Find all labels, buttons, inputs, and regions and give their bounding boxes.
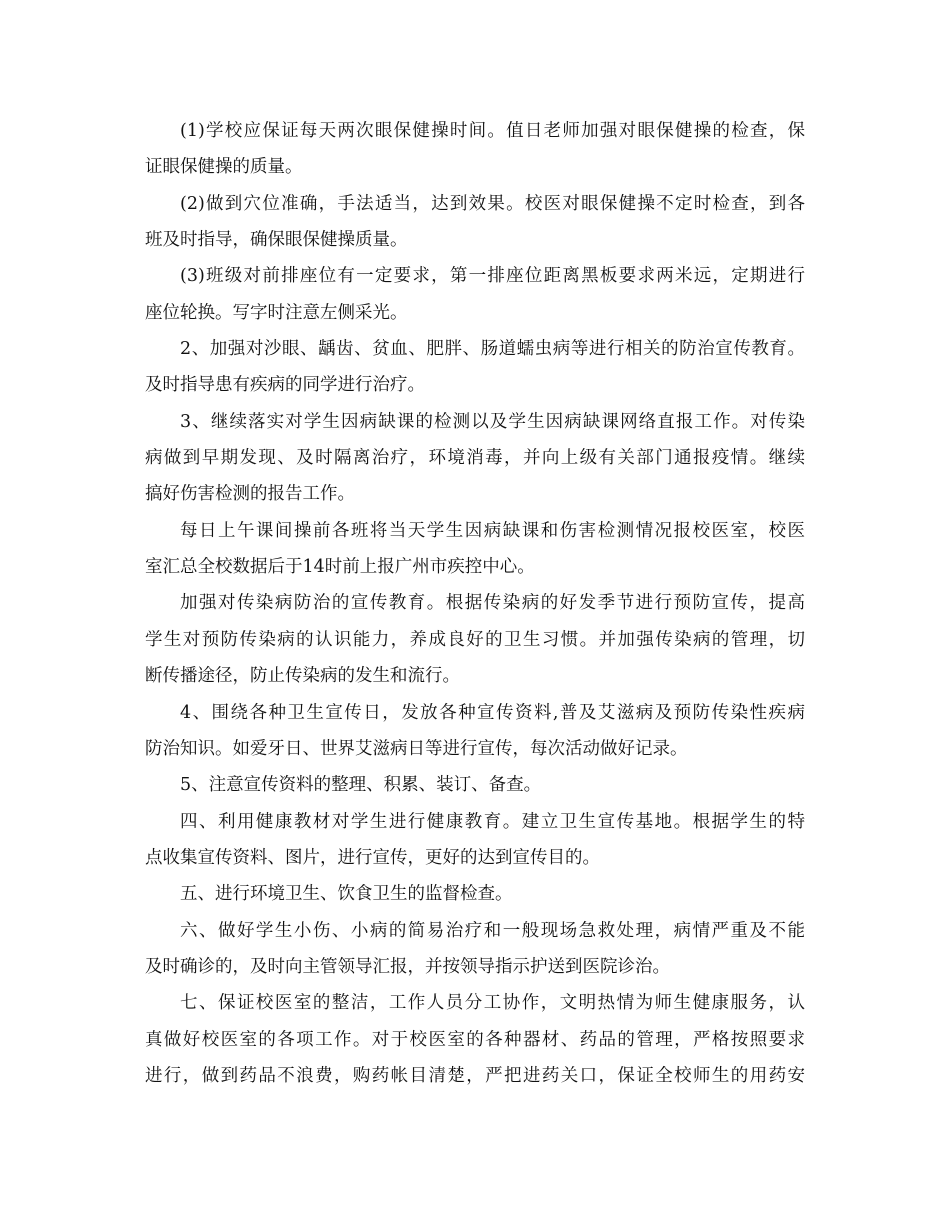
text-line: 及时指导患有疾病的同学进行治疗。: [145, 375, 425, 396]
paragraph: [145, 513, 805, 586]
text-line: 加强对传染病防治的宣传教育。根据传染病的好发季节进行预防宣传，提高: [180, 593, 805, 614]
paragraph: [145, 585, 805, 694]
text-line: 班及时指导，确保眼保健操质量。: [145, 230, 408, 251]
text-line: 2、加强对沙眼、龋齿、贫血、肥胖、肠道蠕虫病等进行相关的防治宣传教育。: [180, 339, 805, 360]
paragraph: [145, 695, 805, 768]
paragraph: [145, 113, 805, 186]
paragraph: [145, 258, 805, 331]
text-line: 六、做好学生小伤、小病的简易治疗和一般现场急救处理，病情严重及不能: [180, 920, 805, 941]
text-line: 进行，做到药品不浪费，购药帐目清楚，严把进药关口，保证全校师生的用药安: [145, 1065, 805, 1086]
text-line: 病做到早期发现、及时隔离治疗，环境消毒，并向上级有关部门通报疫情。继续: [145, 448, 805, 469]
paragraph: [145, 767, 805, 803]
text-line: (3)班级对前排座位有一定要求，第一排座位距离黑板要求两米远，定期进行: [180, 266, 805, 287]
text-line: 真做好校医室的各项工作。对于校医室的各种器材、药品的管理，严格按照要求: [145, 1029, 805, 1050]
text-line: 4、围绕各种卫生宣传日，发放各种宣传资料,普及艾滋病及预防传染性疾病: [180, 702, 805, 723]
paragraph: [145, 186, 805, 259]
document-body: [145, 113, 805, 1094]
paragraph: [145, 404, 805, 513]
text-line: 座位轮换。写字时注意左侧采光。: [145, 302, 408, 323]
text-line: 及时确诊的，及时向主管领导汇报，并按领导指示护送到医院诊治。: [145, 956, 670, 977]
paragraph: [145, 331, 805, 404]
text-line: 每日上午课间操前各班将当天学生因病缺课和伤害检测情况报校医室，校医: [180, 520, 805, 541]
text-line: 五、进行环境卫生、饮食卫生的监督检查。: [180, 884, 513, 905]
text-line: 搞好伤害检测的报告工作。: [145, 484, 355, 505]
paragraph: [145, 876, 805, 912]
text-line: 室汇总全校数据后于14时前上报广州市疾控中心。: [145, 557, 535, 578]
text-line: 证眼保健操的质量。: [145, 157, 303, 178]
text-line: 学生对预防传染病的认识能力，养成良好的卫生习惯。并加强传染病的管理，切: [145, 629, 805, 650]
text-line: 3、继续落实对学生因病缺课的检测以及学生因病缺课网络直报工作。对传染: [180, 411, 805, 432]
text-line: 四、利用健康教材对学生进行健康教育。建立卫生宣传基地。根据学生的特: [180, 811, 805, 832]
text-line: 防治知识。如爱牙日、世界艾滋病日等进行宣传，每次活动做好记录。: [145, 738, 688, 759]
text-line: (2)做到穴位准确，手法适当，达到效果。校医对眼保健操不定时检查，到各: [180, 193, 805, 214]
text-line: 七、保证校医室的整洁，工作人员分工协作，文明热情为师生健康服务，认: [180, 993, 805, 1014]
text-line: 点收集宣传资料、图片，进行宣传，更好的达到宣传目的。: [145, 847, 600, 868]
text-line: 断传播途径，防止传染病的发生和流行。: [145, 666, 460, 687]
text-line: 5、注意宣传资料的整理、积累、装订、备查。: [180, 775, 542, 796]
text-line: (1)学校应保证每天两次眼保健操时间。值日老师加强对眼保健操的检查，保: [180, 121, 805, 141]
paragraph: [145, 985, 805, 1094]
paragraph: [145, 804, 805, 877]
paragraph: [145, 913, 805, 986]
